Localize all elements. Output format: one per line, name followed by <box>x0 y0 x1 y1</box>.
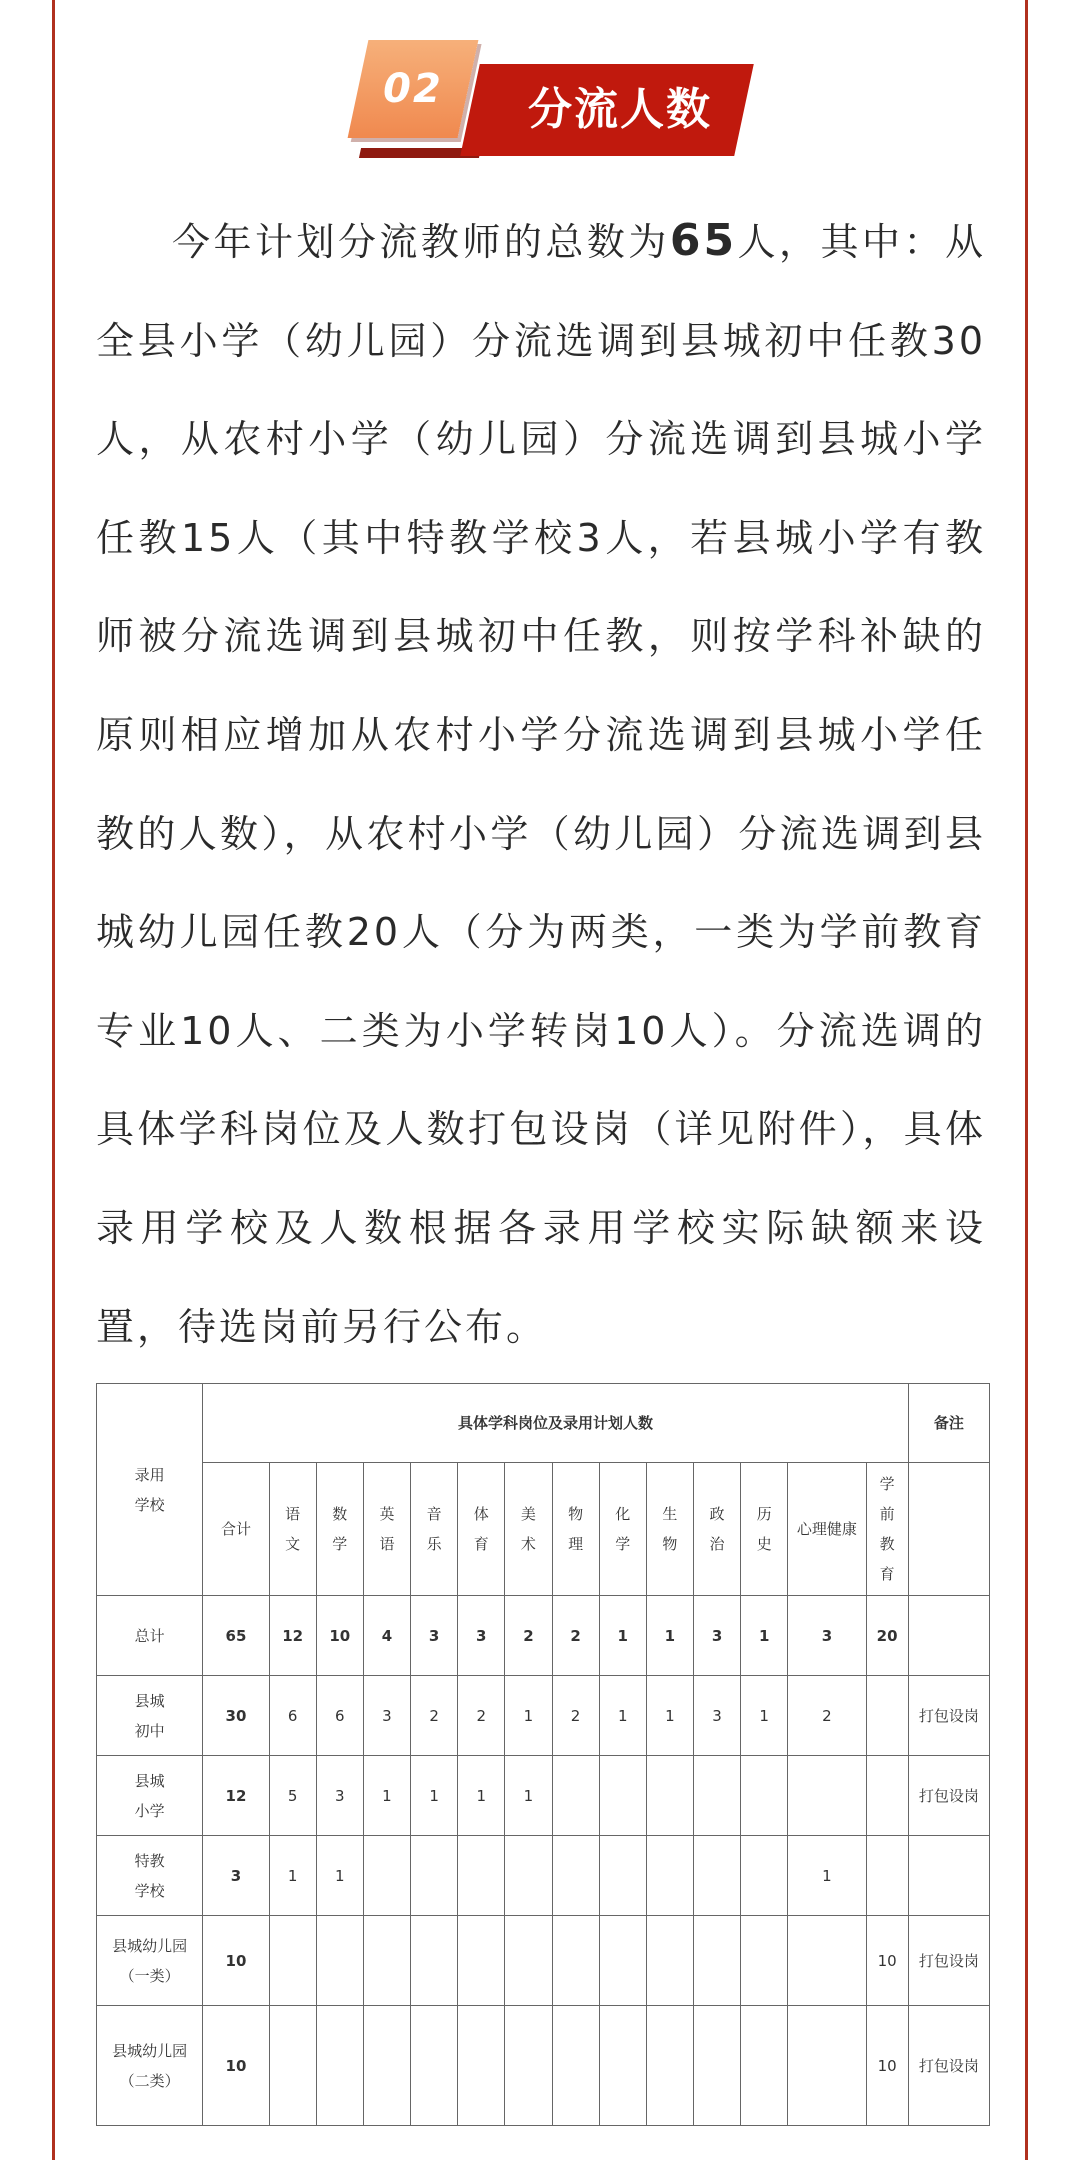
value-cell <box>646 2006 693 2126</box>
value-cell: 10 <box>203 1916 269 2006</box>
section-title: 分流人数 <box>528 84 712 135</box>
remark-cell: 打包设岗 <box>908 1676 989 1756</box>
value-cell <box>788 1756 866 1836</box>
value-cell <box>458 1916 505 2006</box>
subject-header: 英语 <box>363 1463 410 1596</box>
school-name-cell: 县城 小学 <box>97 1756 203 1836</box>
total-count: 65 <box>669 215 738 266</box>
school-name-cell: 县城幼儿园 （二类） <box>97 2006 203 2126</box>
value-cell <box>646 1916 693 2006</box>
value-cell <box>505 2006 552 2126</box>
value-cell <box>411 1916 458 2006</box>
value-cell <box>316 2006 363 2126</box>
value-cell <box>599 1916 646 2006</box>
value-cell: 65 <box>203 1596 269 1676</box>
school-name-cell: 特教 学校 <box>97 1836 203 1916</box>
value-cell <box>866 1836 908 1916</box>
remark-cell: 打包设岗 <box>908 1756 989 1836</box>
value-cell: 2 <box>788 1676 866 1756</box>
table-row <box>97 1756 990 1836</box>
value-cell: 1 <box>599 1596 646 1676</box>
school-column-header: 录用 学校 <box>97 1384 203 1596</box>
paragraph-part-1: 今年计划分流教师的总数为 <box>172 220 670 264</box>
value-cell: 1 <box>788 1836 866 1916</box>
value-cell: 3 <box>411 1596 458 1676</box>
allocation-table <box>96 1383 990 2126</box>
value-cell: 2 <box>505 1596 552 1676</box>
value-cell: 1 <box>363 1756 410 1836</box>
subject-header-row <box>97 1463 990 1596</box>
value-cell: 10 <box>203 2006 269 2126</box>
value-cell: 10 <box>316 1596 363 1676</box>
value-cell <box>741 1916 788 2006</box>
value-cell: 2 <box>552 1676 599 1756</box>
value-cell: 2 <box>411 1676 458 1756</box>
body-paragraph <box>96 192 986 1376</box>
subject-header: 语文 <box>269 1463 316 1596</box>
value-cell: 1 <box>646 1676 693 1756</box>
value-cell <box>552 2006 599 2126</box>
value-cell: 12 <box>269 1596 316 1676</box>
paragraph-part-2: 人，其中：从全县小学（幼儿园）分流选调到县城初中任教30人，从农村小学（幼儿园）分流选调到县城小学任教15人（其中特教学校3人，若县城小学有教师被分流选调到县城初中任教，则按学科补缺的原则相应增加从农村小学分流选调到县城小学任教的人数），从农村小学（幼儿园）分流选调到县城幼儿园任教20人（分为两类，一类为学前教育专业10人、二类为小学转岗10人）。分流选调的具体学科岗位及人数打包设岗（详见附件），具体录用学校及人数根据各录用学校实际缺额来设置，待选岗前另行公布。 <box>96 220 986 1349</box>
remark-cell: 打包设岗 <box>908 2006 989 2126</box>
subject-group-header: 具体学科岗位及录用计划人数 <box>203 1384 908 1463</box>
school-name-cell: 县城 初中 <box>97 1676 203 1756</box>
value-cell: 3 <box>203 1836 269 1916</box>
value-cell <box>411 1836 458 1916</box>
table-row <box>97 1836 990 1916</box>
value-cell: 2 <box>458 1676 505 1756</box>
subject-header: 历史 <box>741 1463 788 1596</box>
value-cell <box>552 1836 599 1916</box>
value-cell <box>741 2006 788 2126</box>
value-cell: 30 <box>203 1676 269 1756</box>
value-cell: 3 <box>693 1596 740 1676</box>
value-cell <box>458 2006 505 2126</box>
value-cell: 1 <box>505 1756 552 1836</box>
value-cell <box>552 1916 599 2006</box>
remark-header: 备注 <box>908 1384 989 1463</box>
school-name-cell: 总计 <box>97 1596 203 1676</box>
value-cell <box>411 2006 458 2126</box>
value-cell: 10 <box>866 1916 908 2006</box>
value-cell: 4 <box>363 1596 410 1676</box>
value-cell <box>693 1756 740 1836</box>
value-cell <box>741 1836 788 1916</box>
value-cell <box>363 1836 410 1916</box>
subject-header: 心理健康 <box>788 1463 866 1596</box>
value-cell <box>693 1916 740 2006</box>
school-name-cell: 县城幼儿园 （一类） <box>97 1916 203 2006</box>
value-cell <box>505 1916 552 2006</box>
remark-cell: 打包设岗 <box>908 1916 989 2006</box>
value-cell: 3 <box>316 1756 363 1836</box>
value-cell <box>646 1836 693 1916</box>
subject-header: 物理 <box>552 1463 599 1596</box>
value-cell <box>866 1676 908 1756</box>
value-cell <box>788 2006 866 2126</box>
remark-cell <box>908 1836 989 1916</box>
value-cell: 1 <box>741 1596 788 1676</box>
value-cell <box>599 2006 646 2126</box>
value-cell: 5 <box>269 1756 316 1836</box>
value-cell <box>458 1836 505 1916</box>
value-cell: 1 <box>599 1676 646 1756</box>
table-row <box>97 1916 990 2006</box>
value-cell: 2 <box>552 1596 599 1676</box>
value-cell: 6 <box>269 1676 316 1756</box>
value-cell: 1 <box>741 1676 788 1756</box>
value-cell <box>552 1756 599 1836</box>
subject-header: 化学 <box>599 1463 646 1596</box>
value-cell <box>505 1836 552 1916</box>
value-cell <box>646 1756 693 1836</box>
value-cell: 1 <box>316 1836 363 1916</box>
subject-header: 生物 <box>646 1463 693 1596</box>
value-cell <box>363 2006 410 2126</box>
value-cell: 1 <box>411 1756 458 1836</box>
subject-header: 美术 <box>505 1463 552 1596</box>
subject-header: 学前教育 <box>866 1463 908 1596</box>
value-cell <box>693 2006 740 2126</box>
value-cell: 6 <box>316 1676 363 1756</box>
value-cell <box>363 1916 410 2006</box>
value-cell <box>316 1916 363 2006</box>
subject-header: 体育 <box>458 1463 505 1596</box>
value-cell <box>599 1836 646 1916</box>
value-cell: 3 <box>363 1676 410 1756</box>
value-cell <box>693 1836 740 1916</box>
table-row <box>97 2006 990 2126</box>
page-border-left <box>52 0 55 2160</box>
value-cell: 3 <box>458 1596 505 1676</box>
value-cell <box>741 1756 788 1836</box>
value-cell: 12 <box>203 1756 269 1836</box>
subject-header: 合计 <box>203 1463 269 1596</box>
value-cell: 1 <box>646 1596 693 1676</box>
value-cell: 1 <box>505 1676 552 1756</box>
page-border-right <box>1025 0 1028 2160</box>
subject-header: 数学 <box>316 1463 363 1596</box>
value-cell: 3 <box>788 1596 866 1676</box>
remark-cell <box>908 1596 989 1676</box>
value-cell <box>866 1756 908 1836</box>
subject-header: 音乐 <box>411 1463 458 1596</box>
value-cell: 10 <box>866 2006 908 2126</box>
table-row <box>97 1676 990 1756</box>
remark-header-cell <box>908 1463 989 1596</box>
section-number: 02 <box>383 66 443 112</box>
value-cell: 3 <box>693 1676 740 1756</box>
subject-header: 政治 <box>693 1463 740 1596</box>
table-row <box>97 1596 990 1676</box>
value-cell <box>599 1756 646 1836</box>
table-header-row <box>97 1384 990 1463</box>
value-cell: 1 <box>458 1756 505 1836</box>
value-cell: 1 <box>269 1836 316 1916</box>
value-cell <box>788 1916 866 2006</box>
value-cell <box>269 2006 316 2126</box>
value-cell <box>269 1916 316 2006</box>
value-cell: 20 <box>866 1596 908 1676</box>
